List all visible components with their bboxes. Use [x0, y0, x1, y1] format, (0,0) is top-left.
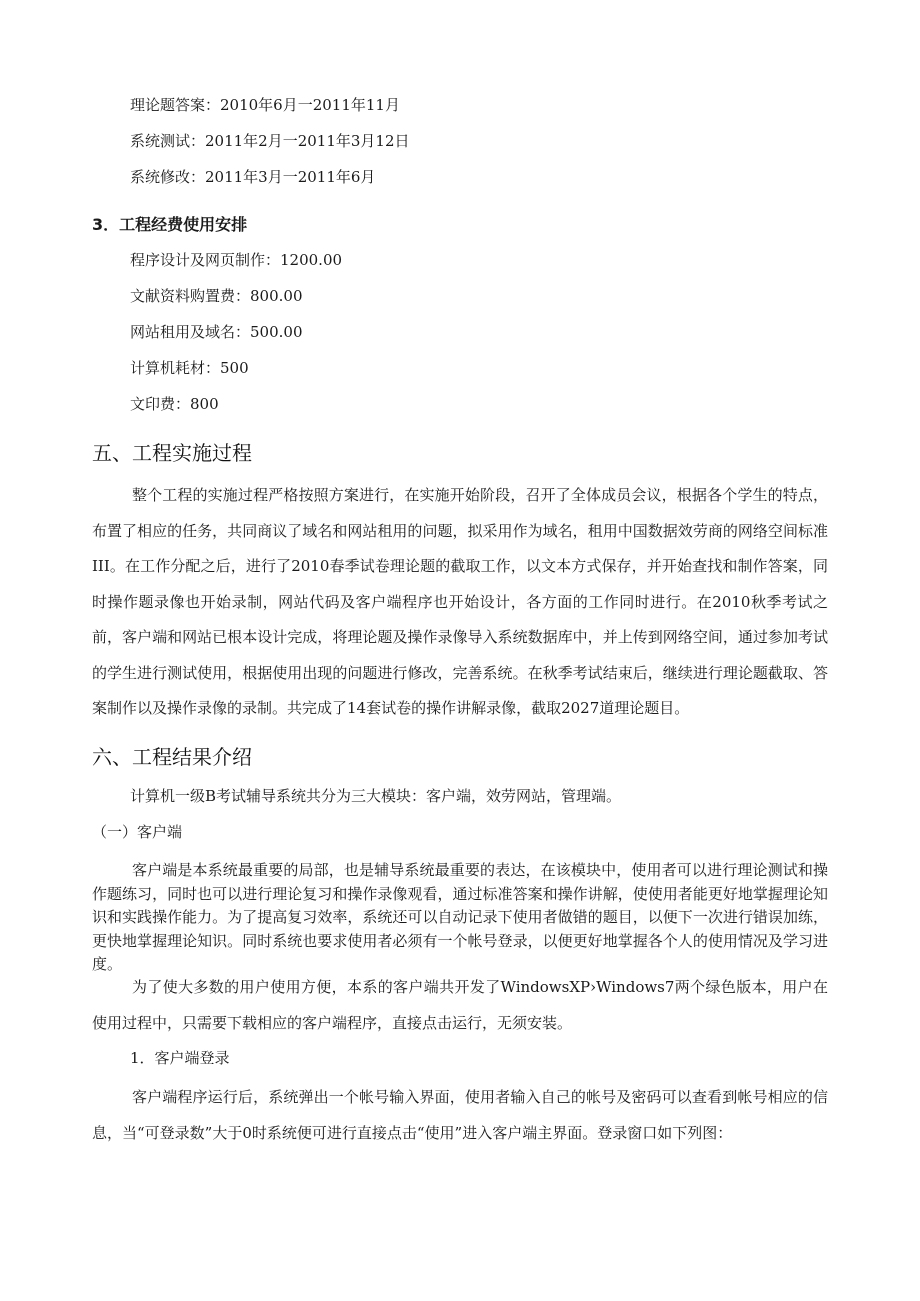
budget-item-literature: 文献资料购置费：800.00	[130, 287, 303, 305]
client-login-title: 1．客户端登录	[130, 1049, 230, 1067]
budget-item-hosting: 网站租用及域名：500.00	[130, 323, 303, 341]
client-login-paragraph: 客户端程序运行后，系统弹出一个帐号输入界面，使用者输入自己的帐号及密码可以查看到帐号相应的信息，当“可登录数”大于0时系统便可进行直接点击“使用”进入客户端主界面。登录窗口如下列图：	[92, 1088, 828, 1142]
subsection-client-title: （一）客户端	[92, 823, 183, 841]
budget-item-programming: 程序设计及网页制作：1200.00	[130, 251, 343, 269]
client-paragraph-1: 客户端是本系统最重要的局部，也是辅导系统最重要的表达，在该模块中，使用者可以进行理论测试和操作题练习，同时也可以进行理论复习和操作录像观看，通过标准答案和操作讲解，使使用者能更好地掌握理论知识和实践操作能力。为了提高复习效率，系统还可以自动记录下使用者做错的题目，以便下一次进行错误加练，更快地掌握理论知识。同时系统也要求使用者必须有一个帐号登录，以便更好地掌握各个人的使用情况及学习进度。	[92, 861, 828, 973]
budget-item-consumables: 计算机耗材：500	[130, 359, 249, 377]
schedule-item-theory-answers: 理论题答案：2010年6月一2011年11月	[130, 96, 400, 114]
budget-heading: 3．工程经费使用安排	[92, 215, 248, 234]
section5-title: 五、工程实施过程	[92, 441, 252, 465]
schedule-item-system-test: 系统测试：2011年2月一2011年3月12日	[130, 132, 410, 150]
client-paragraph-2: 为了使大多数的用户使用方便，本系的客户端共开发了WindowsXP›Windows7两个绿色版本，用户在使用过程中，只需要下载相应的客户端程序，直接点击运行，无须安装。	[92, 978, 828, 1032]
section5-paragraph: 整个工程的实施过程严格按照方案进行，在实施开始阶段，召开了全体成员会议，根据各个学生的特点，布置了相应的任务，共同商议了域名和网站租用的问题，拟采用作为域名，租用中国数据效劳商的网络空间标准III。在工作分配之后，进行了2010春季试卷理论题的截取工作，以文本方式保存，并开始查找和制作答案，同时操作题录像也开始录制，网站代码及客户端程序也开始设计，各方面的工作同时进行。在2010秋季考试之前，客户端和网站已根本设计完成，将理论题及操作录像导入系统数据库中，并上传到网络空间，通过参加考试的学生进行测试使用，根据使用出现的问题进行修改，完善系统。在秋季考试结束后，继续进行理论题截取、答案制作以及操作录像的录制。共完成了14套试卷的操作讲解录像，截取2027道理论题目。	[92, 486, 828, 717]
schedule-item-system-revision: 系统修改：2011年3月一2011年6月	[130, 168, 376, 186]
section6-title: 六、工程结果介绍	[92, 745, 252, 769]
section6-intro: 计算机一级B考试辅导系统共分为三大模块：客户端，效劳网站，管理端。	[130, 787, 622, 805]
budget-item-printing: 文印费：800	[130, 395, 219, 413]
